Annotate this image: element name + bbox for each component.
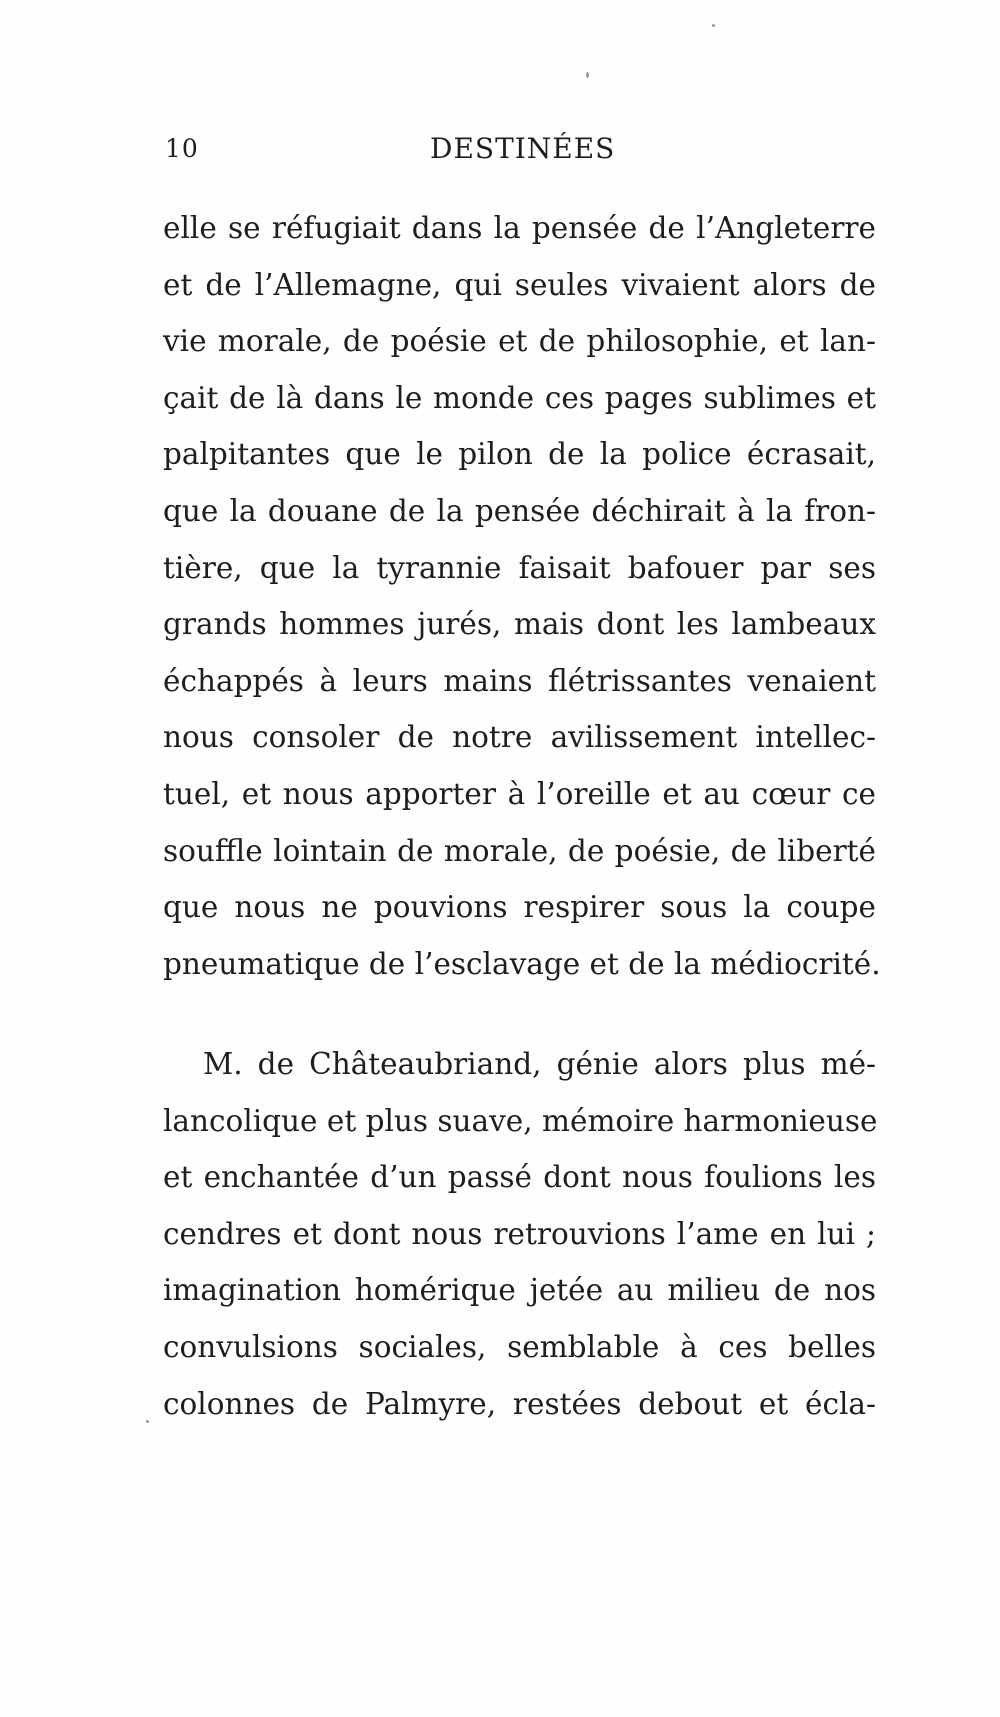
paper-speck (586, 72, 589, 78)
text-line: et enchantée d’un passé dont nous foulions les (163, 1160, 876, 1195)
text-line: pneumatique de l’esclavage et de la médiocrité. (163, 946, 881, 981)
text-line: palpitantes que le pilon de la police écrasait, (163, 437, 876, 472)
text-line: et de l’Allemagne, qui seules vivaient alors de (163, 267, 876, 302)
text-line: souffle lointain de morale, de poésie, de liberté (163, 833, 876, 868)
text-line: nous consoler de notre avilissement intellec- (163, 720, 876, 755)
text-line: convulsions sociales, semblable à ces belles (163, 1329, 876, 1364)
text-line: imagination homérique jetée au milieu de nos (163, 1273, 876, 1308)
text-line: lancolique et plus suave, mémoire harmonieuse (163, 1103, 878, 1138)
text-line: M. de Châteaubriand, génie alors plus mé- (203, 1047, 876, 1081)
paper-speck (146, 1420, 149, 1423)
text-line: tière, que la tyrannie faisait bafouer par ses (163, 550, 876, 585)
running-header (165, 134, 875, 178)
text-line: que la douane de la pensée déchirait à la fron- (163, 493, 876, 528)
paragraph-2 (163, 1036, 876, 1432)
text-line: colonnes de Palmyre, restées debout et écla- (163, 1386, 876, 1421)
text-line: cendres et dont nous retrouvions l’ame en lui ; (163, 1216, 876, 1251)
text-line: çait de là dans le monde ces pages sublimes et (163, 380, 876, 415)
text-line: tuel, et nous apporter à l’oreille et au cœur ce (163, 776, 876, 811)
page-number: 10 (165, 134, 199, 163)
paragraph-1 (163, 200, 881, 992)
paper-speck (712, 24, 715, 27)
text-line: que nous ne pouvions respirer sous la coupe (163, 890, 876, 925)
text-line: vie morale, de poésie et de philosophie, et lan- (163, 324, 876, 359)
text-line: elle se réfugiait dans la pensée de l’Angleterre (163, 211, 876, 245)
running-title: DESTINÉES (430, 132, 616, 165)
text-line: grands hommes jurés, mais dont les lambeaux (163, 607, 876, 642)
text-line: échappés à leurs mains flétrissantes venaient (163, 663, 876, 698)
